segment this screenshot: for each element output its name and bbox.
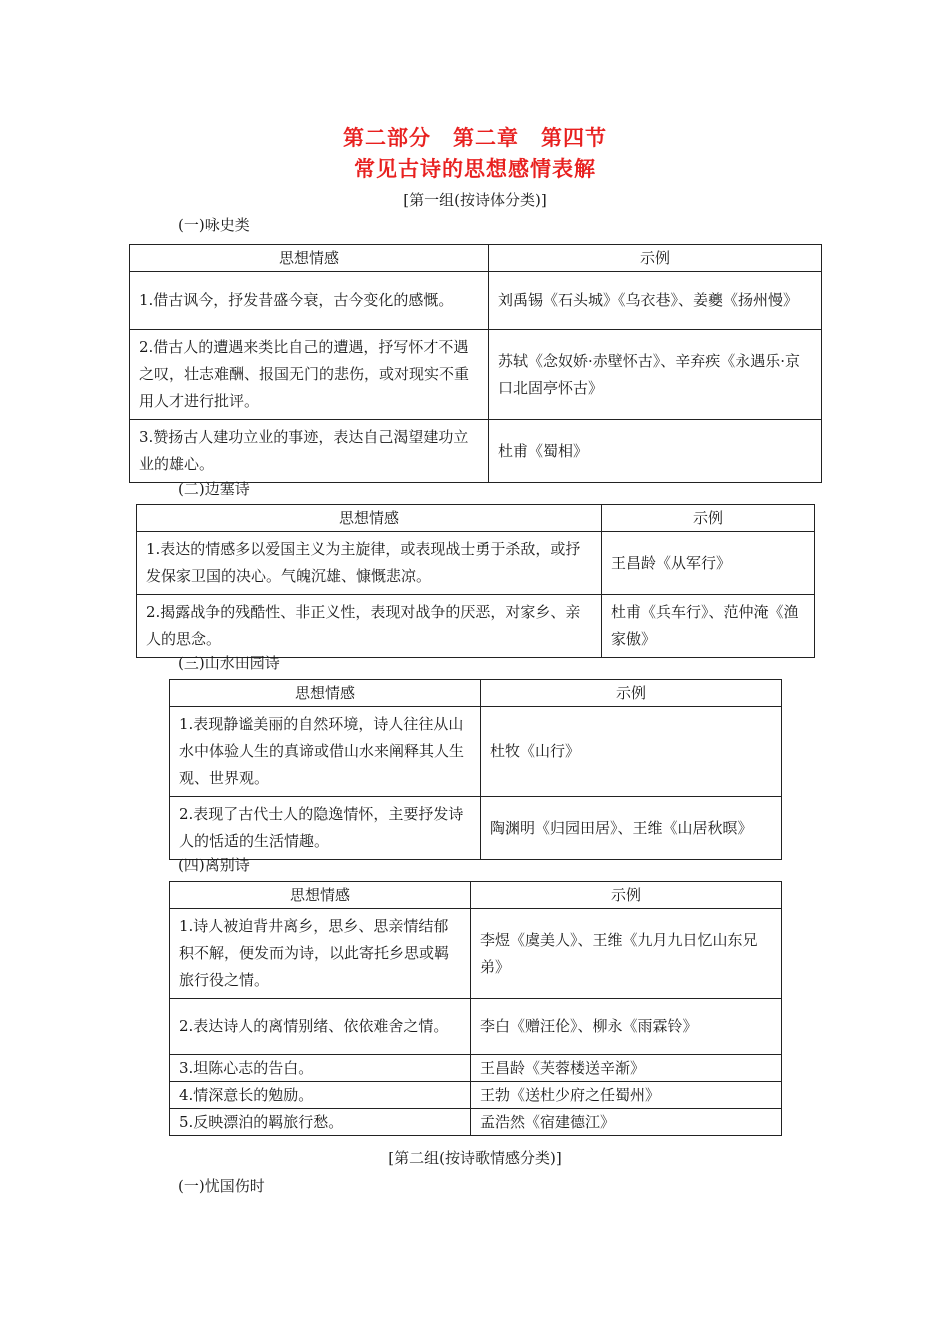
example-cell: 王昌龄《芙蓉楼送辛渐》 <box>471 1055 782 1082</box>
table-row <box>170 999 782 1055</box>
example-cell: 陶渊明《归园田居》、王维《山居秋暝》 <box>481 797 782 860</box>
table-row <box>130 330 822 420</box>
feeling-cell: 3.赞扬古人建功立业的事迹，表达自己渴望建功立业的雄心。 <box>130 420 489 483</box>
group2-label: [第二组(按诗歌情感分类)] <box>388 1149 562 1167</box>
col-header-feeling: 思想情感 <box>170 680 481 707</box>
col-header-example: 示例 <box>602 505 815 532</box>
example-cell: 杜牧《山行》 <box>481 707 782 797</box>
table-row <box>170 909 782 999</box>
frontier-table <box>136 504 815 658</box>
col-header-feeling: 思想情感 <box>170 882 471 909</box>
example-cell: 李白《赠汪伦》、柳永《雨霖铃》 <box>471 999 782 1055</box>
feeling-cell: 1.表达的情感多以爱国主义为主旋律，或表现战士勇于杀敌，或抒发保家卫国的决心。气魄沉雄、慷慨悲凉。 <box>137 532 602 595</box>
example-cell: 孟浩然《宿建德江》 <box>471 1109 782 1136</box>
example-cell: 苏轼《念奴娇·赤壁怀古》、辛弃疾《永遇乐·京口北固亭怀古》 <box>489 330 822 420</box>
farewell-table <box>169 881 782 1136</box>
group1-label: [第一组(按诗体分类)] <box>403 191 547 209</box>
table-row <box>170 707 782 797</box>
col-header-example: 示例 <box>489 245 822 272</box>
table-row <box>130 272 822 330</box>
table-header-row <box>170 882 782 909</box>
landscape-table <box>169 679 782 860</box>
table-header-row <box>170 680 782 707</box>
feeling-cell: 1.诗人被迫背井离乡，思乡、思亲情结郁积不解，便发而为诗，以此寄托乡思或羁旅行役之情。 <box>170 909 471 999</box>
feeling-cell: 2.表达诗人的离情别绪、依依难舍之情。 <box>170 999 471 1055</box>
feeling-cell: 2.揭露战争的残酷性、非正义性，表现对战争的厌恶，对家乡、亲人的思念。 <box>137 595 602 658</box>
example-cell: 李煜《虞美人》、王维《九月九日忆山东兄弟》 <box>471 909 782 999</box>
table-row <box>170 797 782 860</box>
table-row <box>170 1055 782 1082</box>
col-header-feeling: 思想情感 <box>137 505 602 532</box>
table-row <box>130 420 822 483</box>
section-heading-patriotic: (一)忧国伤时 <box>178 1177 265 1195</box>
table-header-row <box>130 245 822 272</box>
feeling-cell: 3.坦陈心志的告白。 <box>170 1055 471 1082</box>
feeling-cell: 2.表现了古代士人的隐逸情怀，主要抒发诗人的恬适的生活情趣。 <box>170 797 481 860</box>
history-table <box>129 244 822 483</box>
example-cell: 王昌龄《从军行》 <box>602 532 815 595</box>
feeling-cell: 4.情深意长的勉励。 <box>170 1082 471 1109</box>
page-title-line1: 第二部分 第二章 第四节 <box>343 126 607 150</box>
section-heading-frontier: (二)边塞诗 <box>178 480 250 498</box>
example-cell: 王勃《送杜少府之任蜀州》 <box>471 1082 782 1109</box>
table-header-row <box>137 505 815 532</box>
feeling-cell: 5.反映漂泊的羁旅行愁。 <box>170 1109 471 1136</box>
example-cell: 杜甫《兵车行》、范仲淹《渔家傲》 <box>602 595 815 658</box>
feeling-cell: 1.表现静谧美丽的自然环境，诗人往往从山水中体验人生的真谛或借山水来阐释其人生观、世界观。 <box>170 707 481 797</box>
table-row <box>170 1082 782 1109</box>
section-heading-farewell: (四)离别诗 <box>178 856 250 874</box>
section-heading-history: (一)咏史类 <box>178 216 250 234</box>
feeling-cell: 1.借古讽今，抒发昔盛今衰，古今变化的感慨。 <box>130 272 489 330</box>
section-heading-landscape: (三)山水田园诗 <box>178 654 280 672</box>
feeling-cell: 2.借古人的遭遇来类比自己的遭遇，抒写怀才不遇之叹，壮志难酬、报国无门的悲伤，或对现实不重用人才进行批评。 <box>130 330 489 420</box>
col-header-example: 示例 <box>481 680 782 707</box>
col-header-feeling: 思想情感 <box>130 245 489 272</box>
col-header-example: 示例 <box>471 882 782 909</box>
example-cell: 刘禹锡《石头城》《乌衣巷》、姜夔《扬州慢》 <box>489 272 822 330</box>
page-title-line2: 常见古诗的思想感情表解 <box>354 157 596 181</box>
table-row <box>170 1109 782 1136</box>
table-row <box>137 532 815 595</box>
example-cell: 杜甫《蜀相》 <box>489 420 822 483</box>
table-row <box>137 595 815 658</box>
